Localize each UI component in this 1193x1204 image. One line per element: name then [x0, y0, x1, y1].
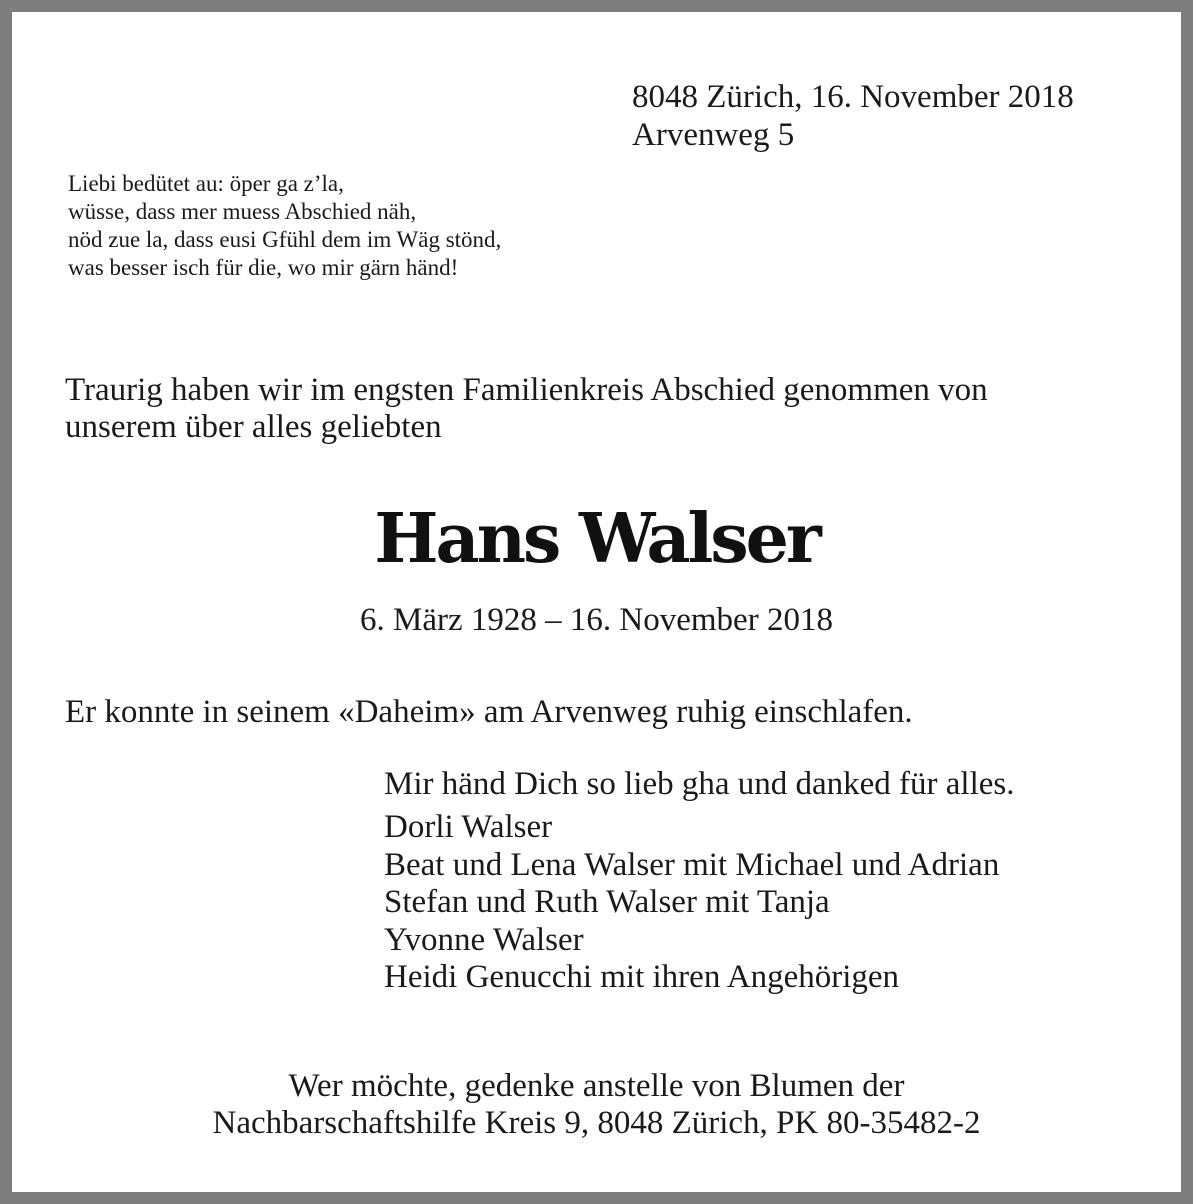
sleep-text: Er konnte in seinem «Daheim» am Arvenweg ruhig einschlafen. [65, 694, 913, 730]
signature-list [384, 809, 999, 997]
signature-item: Stefan und Ruth Walser mit Tanja [384, 884, 830, 920]
intro-line: Traurig haben wir im engsten Familienkreis Abschied genommen von [65, 372, 988, 408]
deceased-name: Hans Walser [374, 499, 819, 579]
donation-line: Nachbarschaftshilfe Kreis 9, 8048 Zürich, PK 80-35482-2 [212, 1105, 981, 1141]
signature-item: Yvonne Walser [384, 921, 584, 958]
poem-line: Liebi bedütet au: öper ga z’la, [68, 171, 344, 196]
donation-note [12, 1068, 1181, 1142]
address-line: Arvenweg 5 [632, 117, 795, 153]
signature-item: Heidi Genucchi mit ihren Angehörigen [384, 959, 900, 995]
life-dates: 6. März 1928 – 16. November 2018 [360, 602, 833, 638]
thanks-text: Mir händ Dich so lieb gha und danked für alles. [384, 766, 1015, 802]
poem-line: nöd zue la, dass eusi Gfühl dem im Wäg stönd, [68, 227, 502, 252]
place-date-block [632, 78, 1074, 154]
place-date-line: 8048 Zürich, 16. November 2018 [632, 79, 1074, 115]
signature-item: Beat und Lena Walser mit Michael und Adrian [384, 846, 1000, 883]
poem-line: wüsse, dass mer muess Abschied näh, [68, 199, 417, 224]
intro-text [65, 372, 988, 446]
poem [68, 170, 501, 282]
intro-line: unserem über alles geliebten [65, 409, 442, 445]
signature-item: Dorli Walser [384, 809, 553, 845]
poem-line: was besser isch für die, wo mir gärn händ! [68, 255, 459, 280]
donation-line: Wer möchte, gedenke anstelle von Blumen der [288, 1068, 905, 1104]
